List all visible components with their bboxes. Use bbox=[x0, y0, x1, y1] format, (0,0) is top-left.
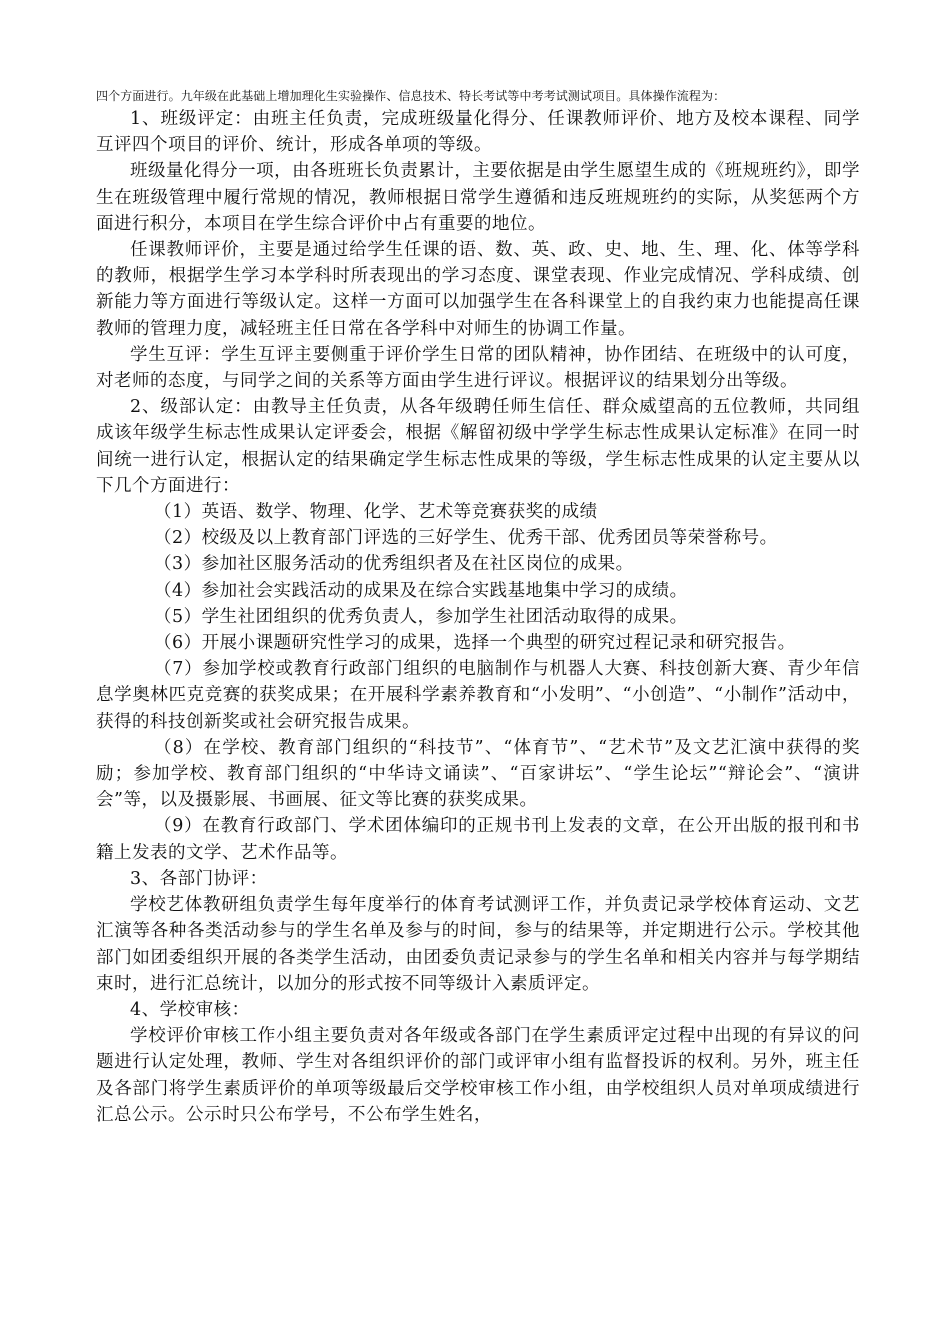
list-item: （8）在学校、教育部门组织的“科技节”、“体育节”、“艺术节”及文艺汇演中获得的奖励；参加学校、教育部门组织的“中华诗文诵读”、“百家讲坛”、“学生论坛”“辩论会”、“演讲会”等，以及摄影展、书画展、征文等比赛的获奖成果。 bbox=[96, 737, 860, 811]
paragraph: 1、班级评定：由班主任负责，完成班级量化得分、任课教师评价、地方及校本课程、同学互评四个项目的评价、统计，形成各单项的等级。 bbox=[96, 109, 860, 156]
paragraph: 学生互评：学生互评主要侧重于评价学生日常的团队精神，协作团结、在班级中的认可度，对老师的态度，与同学之间的关系等方面由学生进行评议。根据评议的结果划分出等级。 bbox=[96, 344, 860, 392]
paragraph: 4、学校审核： bbox=[130, 999, 250, 1020]
paragraph: 2、级部认定：由教导主任负责，从各年级聘任师生信任、群众威望高的五位教师，共同组成该年级学生标志性成果认定评委会，根据《解留初级中学学生标志性成果认定标准》在同一时间统一进行认定，根据认定的结果确定学生标志性成果的等级，学生标志性成果的认定主要从以下几个方面进行： bbox=[96, 397, 860, 496]
paragraph: 班级量化得分一项，由各班班长负责累计，主要依据是由学生愿望生成的《班规班约》，即学生在班级管理中履行常规的情况，教师根据日常学生遵循和违反班规班约的实际，从奖惩两个方面进行积分，本项目在学生综合评价中占有重要的地位。 bbox=[96, 161, 860, 234]
list-item: （5）学生社团组织的优秀负责人，参加学生社团活动取得的成果。 bbox=[154, 606, 688, 627]
top-line: 四个方面进行。九年级在此基础上增加理化生实验操作、信息技术、特长考试等中考考试测试项目。具体操作流程为： bbox=[96, 89, 726, 103]
document-body bbox=[96, 106, 860, 1128]
paragraph: 学校评价审核工作小组主要负责对各年级或各部门在学生素质评定过程中出现的有异议的问题进行认定处理，教师、学生对各组织评价的部门或评审小组有监督投诉的权利。另外，班主任及各部门将学生素质评价的单项等级最后交学校审核工作小组，由学校组织人员对单项成绩进行汇总公示。公示时只公布学号，不公布学生姓名， bbox=[96, 1026, 860, 1125]
list-item: （2）校级及以上教育部门评选的三好学生、优秀干部、优秀团员等荣誉称号。 bbox=[154, 528, 778, 549]
paragraph: 任课教师评价，主要是通过给学生任课的语、数、英、政、史、地、生、理、化、体等学科的教师，根据学生学习本学科时所表现出的学习态度、课堂表现、作业完成情况、学科成绩、创新能力等方面进行等级认定。这样一方面可以加强学生在各科课堂上的自我约束力也能提高任课教师的管理力度，减轻班主任日常在各学科中对师生的协调工作量。 bbox=[96, 240, 860, 339]
list-item: （6）开展小课题研究性学习的成果，选择一个典型的研究过程记录和研究报告。 bbox=[154, 633, 796, 654]
paragraph: 学校艺体教研组负责学生每年度举行的体育考试测评工作，并负责记录学校体育运动、文艺汇演等各种各类活动参与的学生名单及参与的时间，参与的结果等，并定期进行公示。学校其他部门如团委组织开展的各类学生活动，由团委负责记录参与的学生名单和相关内容并与每学期结束时，进行汇总统计，以加分的形式按不同等级计入素质评定。 bbox=[96, 895, 860, 994]
list-item: （4）参加社会实践活动的成果及在综合实践基地集中学习的成绩。 bbox=[154, 580, 688, 601]
list-item: （1）英语、数学、物理、化学、艺术等竞赛获奖的成绩 bbox=[154, 502, 598, 523]
paragraph: 3、各部门协评： bbox=[130, 868, 268, 889]
list-item: （7）参加学校或教育行政部门组织的电脑制作与机器人大赛、科技创新大赛、青少年信息学奥林匹克竞赛的获奖成果；在开展科学素养教育和“小发明”、“小创造”、“小制作”活动中，获得的科技创新奖或社会研究报告成果。 bbox=[96, 659, 860, 732]
list-item: （9）在教育行政部门、学术团体编印的正规书刊上发表的文章，在公开出版的报刊和书籍上发表的文学、艺术作品等。 bbox=[96, 816, 860, 863]
list-item: （3）参加社区服务活动的优秀组织者及在社区岗位的成果。 bbox=[154, 554, 634, 575]
